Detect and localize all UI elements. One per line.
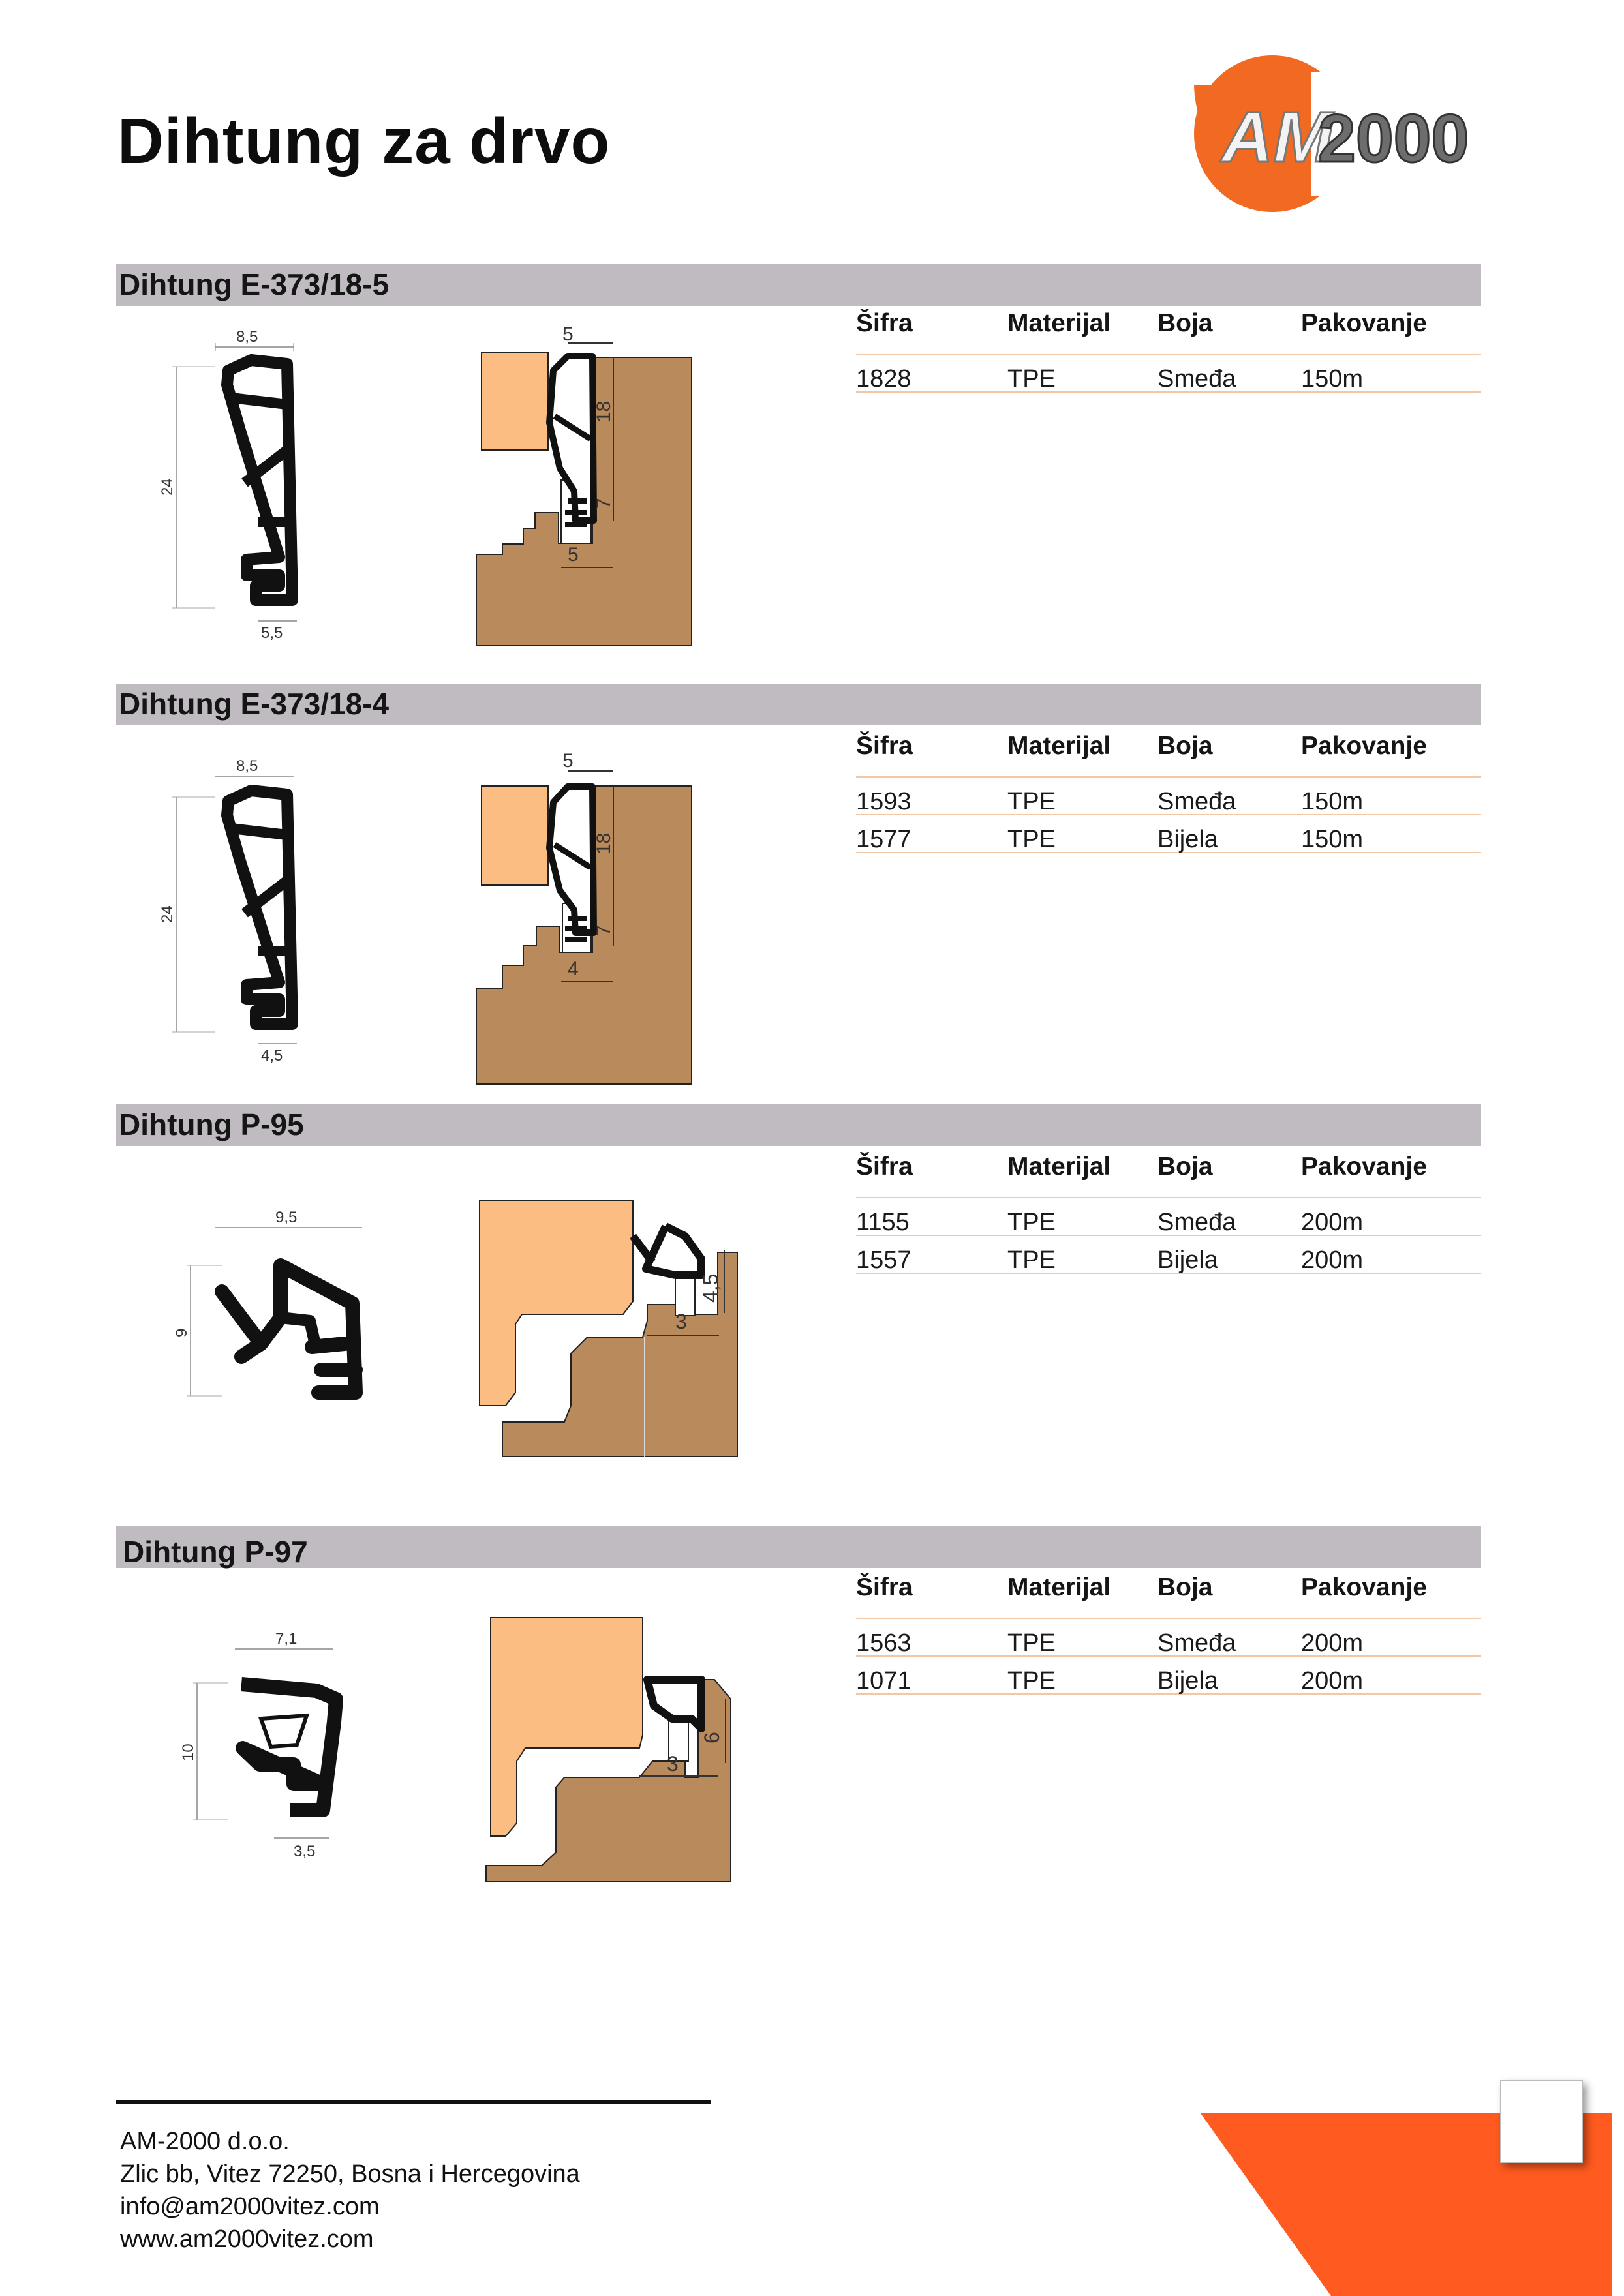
header-sifra: Šifra	[856, 732, 913, 760]
dim-width-top: 7,1	[275, 1630, 298, 1648]
cell-boja: Bijela	[1157, 1246, 1218, 1274]
cell-pakovanje: 150m	[1301, 365, 1364, 393]
header-boja: Boja	[1157, 1153, 1213, 1181]
section-title: Dihtung P-95	[119, 1108, 304, 1141]
header-materijal: Materijal	[1007, 1573, 1111, 1601]
dim-height: 24	[159, 478, 176, 496]
dim-height: 24	[159, 905, 176, 923]
dim-top: 5	[562, 750, 574, 772]
dim-groove-width: 5	[568, 544, 579, 566]
dim-top: 5	[562, 324, 574, 345]
dim-width-top: 8,5	[236, 328, 258, 346]
section-bar-p95	[116, 1104, 1481, 1146]
cell-sifra: 1593	[856, 788, 912, 815]
header-pakovanje: Pakovanje	[1301, 1153, 1427, 1181]
installation-drawing-p95	[476, 1197, 737, 1464]
cell-sifra: 1071	[856, 1667, 912, 1695]
spec-table-e373-18-5	[856, 301, 1481, 393]
table-row	[856, 1236, 1481, 1274]
cell-materijal: TPE	[1007, 1209, 1056, 1236]
cell-materijal: TPE	[1007, 826, 1056, 853]
table-row	[856, 1619, 1481, 1657]
header-boja: Boja	[1157, 1573, 1213, 1601]
spec-table-p97	[856, 1565, 1481, 1695]
dim-install-height: 18	[593, 832, 615, 854]
cell-materijal: TPE	[1007, 365, 1056, 393]
table-header-row	[856, 1565, 1481, 1619]
profile-drawing-e373-18-5	[159, 326, 313, 642]
cell-pakovanje: 200m	[1301, 1209, 1364, 1236]
footer-company: AM-2000 d.o.o.	[120, 2128, 290, 2155]
cell-sifra: 1577	[856, 826, 912, 853]
dim-groove-depth: 6	[700, 1732, 724, 1744]
cell-pakovanje: 200m	[1301, 1667, 1364, 1695]
header-materijal: Materijal	[1007, 732, 1111, 760]
cell-materijal: TPE	[1007, 788, 1056, 815]
cell-sifra: 1828	[856, 365, 912, 393]
cell-sifra: 1563	[856, 1629, 912, 1657]
cell-boja: Smeđa	[1157, 365, 1236, 393]
footer-website[interactable]: www.am2000vitez.com	[120, 2226, 374, 2253]
cell-pakovanje: 150m	[1301, 826, 1364, 853]
profile-drawing-p97	[179, 1630, 352, 1865]
cell-materijal: TPE	[1007, 1667, 1056, 1695]
cell-materijal: TPE	[1007, 1629, 1056, 1657]
header-sifra: Šifra	[856, 309, 913, 337]
logo-number: 2000	[1318, 101, 1469, 177]
installation-drawing-p97	[483, 1614, 744, 1888]
header-materijal: Materijal	[1007, 1153, 1111, 1181]
table-header-row	[856, 1145, 1481, 1198]
dim-height: 10	[179, 1744, 197, 1761]
am2000-logo	[1181, 72, 1527, 196]
header-boja: Boja	[1157, 732, 1213, 760]
dim-groove-depth: 7	[593, 925, 615, 936]
cell-pakovanje: 150m	[1301, 788, 1364, 815]
dim-width-top: 9,5	[275, 1209, 298, 1226]
table-row	[856, 1198, 1481, 1236]
profile-drawing-e373-18-4	[159, 757, 313, 1070]
section-bar-p97	[116, 1526, 1481, 1568]
dim-width-bottom: 4,5	[261, 1047, 283, 1065]
cell-boja: Bijela	[1157, 826, 1218, 853]
header-boja: Boja	[1157, 309, 1213, 337]
table-header-row	[856, 301, 1481, 355]
dim-groove-depth: 7	[593, 498, 615, 509]
installation-drawing-e373-18-4	[476, 750, 698, 1089]
header-pakovanje: Pakovanje	[1301, 309, 1427, 337]
corner-decoration	[1201, 2074, 1624, 2296]
dim-width-bottom: 3,5	[294, 1843, 316, 1860]
table-row	[856, 355, 1481, 393]
table-header-row	[856, 724, 1481, 778]
cell-boja: Smeđa	[1157, 788, 1236, 815]
cell-boja: Bijela	[1157, 1667, 1218, 1695]
dim-groove-width: 3	[667, 1752, 679, 1775]
cell-materijal: TPE	[1007, 1246, 1056, 1274]
page-title: Dihtung za drvo	[117, 105, 611, 177]
spec-table-e373-18-4	[856, 724, 1481, 853]
cell-pakovanje: 200m	[1301, 1629, 1364, 1657]
installation-drawing-e373-18-5	[476, 325, 698, 651]
dim-groove-width: 4	[568, 958, 579, 980]
section-bar-e373-18-5	[116, 264, 1481, 306]
header-sifra: Šifra	[856, 1153, 913, 1181]
header-pakovanje: Pakovanje	[1301, 1573, 1427, 1601]
cell-boja: Smeđa	[1157, 1209, 1236, 1236]
footer-divider	[116, 2100, 711, 2104]
header-sifra: Šifra	[856, 1573, 913, 1601]
section-title: Dihtung E-373/18-4	[119, 687, 390, 721]
profile-drawing-p95	[173, 1207, 372, 1409]
header-pakovanje: Pakovanje	[1301, 732, 1427, 760]
table-row	[856, 778, 1481, 815]
table-row	[856, 1657, 1481, 1695]
cell-pakovanje: 200m	[1301, 1246, 1364, 1274]
cell-sifra: 1557	[856, 1246, 912, 1274]
header-materijal: Materijal	[1007, 309, 1111, 337]
table-row	[856, 815, 1481, 853]
dim-groove-depth: 4,5	[699, 1273, 722, 1303]
dim-width-bottom: 5,5	[261, 624, 283, 642]
logo-prefix: AM	[1221, 97, 1334, 177]
dim-width-top: 8,5	[236, 757, 258, 775]
spec-table-p95	[856, 1145, 1481, 1274]
section-title: Dihtung P-97	[123, 1535, 308, 1569]
footer-address: Zlic bb, Vitez 72250, Bosna i Hercegovina	[120, 2160, 580, 2188]
dim-height: 9	[173, 1328, 191, 1337]
section-bar-e373-18-4	[116, 684, 1481, 725]
section-title: Dihtung E-373/18-5	[119, 267, 390, 301]
footer-email[interactable]: info@am2000vitez.com	[120, 2193, 380, 2220]
dim-install-height: 18	[593, 400, 615, 423]
cell-boja: Smeđa	[1157, 1629, 1236, 1657]
dim-groove-width: 3	[675, 1310, 687, 1333]
cell-sifra: 1155	[856, 1209, 910, 1236]
